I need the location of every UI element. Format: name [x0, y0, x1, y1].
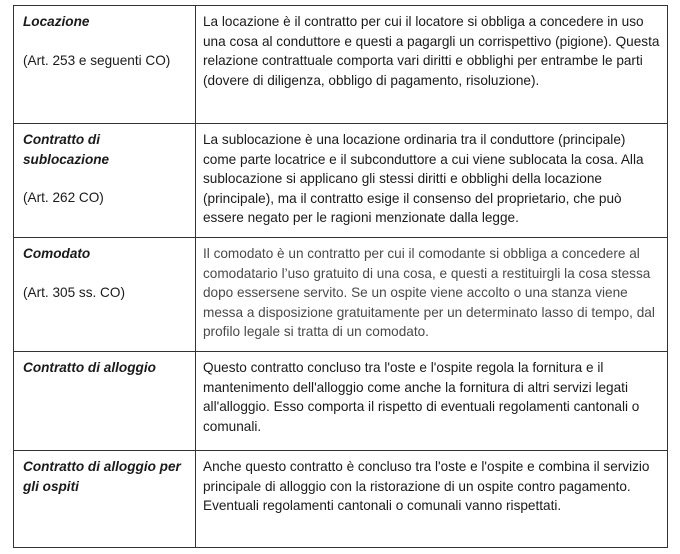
table-body	[14, 6, 668, 548]
term-title: Contratto di alloggio per gli ospiti	[23, 459, 181, 494]
table-row	[14, 451, 668, 548]
term-cell	[14, 6, 196, 124]
table-row	[14, 352, 668, 451]
table-row	[14, 238, 668, 352]
description-cell	[196, 352, 668, 451]
legal-reference: (Art. 253 e seguenti CO)	[23, 52, 171, 68]
table-row	[14, 124, 668, 238]
description-cell	[196, 6, 668, 124]
term-title: Locazione	[23, 14, 90, 29]
description-text: Il comodato è un contratto per cui il comodante si obbliga a concedere al comodatario l’uso gratuito di una cosa, e questi a restituirgli la cosa stessa dopo essersene servito. Se un ospite viene accolto o una stanza viene messa a disposizione gratuitamente per un determinato lasso di tempo, dal profilo legale si tratta di un comodato.	[203, 246, 655, 339]
description-cell	[196, 124, 668, 238]
term-cell	[14, 352, 196, 451]
description-cell	[196, 451, 668, 548]
description-text: Questo contratto concluso tra l'oste e l'ospite regola la fornitura e il mantenimento dell'alloggio come anche la fornitura di altri servizi legati all'alloggio. Esso comporta il rispetto di eventuali regolamenti cantonali o comunali.	[203, 360, 640, 434]
term-title: Contratto di sublocazione	[23, 132, 110, 167]
term-cell	[14, 238, 196, 352]
term-title: Contratto di alloggio	[23, 360, 156, 375]
table-row	[14, 6, 668, 124]
contract-types-table	[13, 5, 668, 548]
term-cell	[14, 451, 196, 548]
description-text: La locazione è il contratto per cui il locatore si obbliga a concedere in uso una cosa al conduttore e questi a pagargli un corrispettivo (pigione). Questa relazione contrattuale comporta vari diritti e obblighi per entrambe le parti (dovere di diligenza, obbligo di pagamento, risoluzione).	[203, 14, 660, 88]
legal-reference: (Art. 305 ss. CO)	[23, 284, 125, 300]
description-text: Anche questo contratto è concluso tra l'oste e l'ospite e combina il servizio principale di alloggio con la ristorazione di un ospite contro pagamento. Eventuali regolamenti cantonali o comunali vanno rispettati.	[203, 459, 650, 513]
term-cell	[14, 124, 196, 238]
description-text: La sublocazione è una locazione ordinaria tra il conduttore (principale) come parte locatrice e il subconduttore a cui viene sublocata la cosa. Alla sublocazione si applicano gli stessi diritti e obblighi della locazione (principale), ma il contratto esige il consenso del proprietario, che può essere negato per le ragioni menzionate dalla legge.	[203, 132, 644, 225]
legal-reference: (Art. 262 CO)	[23, 190, 104, 205]
description-cell	[196, 238, 668, 352]
term-title: Comodato	[23, 246, 91, 261]
